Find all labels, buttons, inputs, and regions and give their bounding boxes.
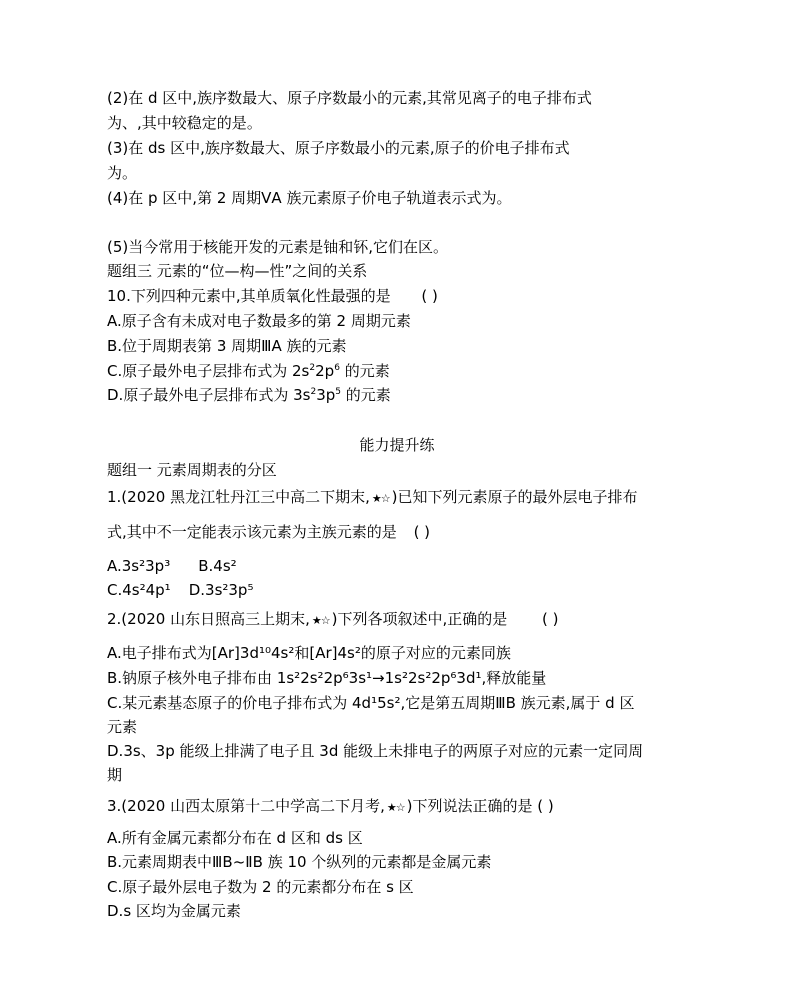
p2-option-c-line2: 元素 <box>107 718 138 736</box>
group3-title: 题组三 元素的“位—构—性”之间的关系 <box>107 262 368 280</box>
p1-options-cd: C.4s²4p¹ D.3s²3p⁵ <box>107 581 254 599</box>
q5-line: (5)当今常用于核能开发的元素是铀和钚,它们在区。 <box>107 238 449 256</box>
q2-line2: 为、,其中较稳定的是。 <box>107 114 262 132</box>
group1-title: 题组一 元素周期表的分区 <box>107 461 277 479</box>
p2-option-c-line1: C.某元素基态原子的价电子排布式为 4d¹5s²,它是第五周期ⅢB 族元素,属于 d 区 <box>107 694 635 712</box>
q4-line: (4)在 p 区中,第 2 周期ⅤA 族元素原子价电子轨道表示式为。 <box>107 189 512 207</box>
q10-stem: 10.下列四种元素中,其单质氧化性最强的是 ( ) <box>107 287 438 305</box>
answer-paren[interactable]: ( ) <box>542 610 559 628</box>
p3-option-b: B.元素周期表中ⅢB~ⅡB 族 10 个纵列的元素都是金属元素 <box>107 853 492 871</box>
q10-option-d: D.原子最外电子层排布式为 $3s^23p^5$ 的元素 <box>107 386 391 404</box>
q3-line2: 为。 <box>107 164 138 182</box>
q10-option-b: B.位于周期表第 3 周期ⅢA 族的元素 <box>107 337 347 355</box>
q2-line1: (2)在 d 区中,族序数最大、原子序数最小的元素,其常见离子的电子排布式 <box>107 89 592 107</box>
p2-stem: 2.(2020 山东日照高三上期末, ★☆ )下列各项叙述中,正确的是 ( ) <box>107 610 559 628</box>
difficulty-star-icon: ★☆ <box>311 614 330 627</box>
p3-option-a: A.所有金属元素都分布在 d 区和 ds 区 <box>107 829 363 847</box>
p1-stem-line1: 1.(2020 黑龙江牡丹江三中高二下期末, ★☆ )已知下列元素原子的最外层电子排布 <box>107 488 638 506</box>
p3-option-d: D.s 区均为金属元素 <box>107 902 241 920</box>
difficulty-star-icon: ★☆ <box>371 492 390 505</box>
p2-option-d-line1: D.3s、3p 能级上排满了电子且 3d 能级上未排电子的两原子对应的元素一定同周 <box>107 742 644 760</box>
p2-option-a: A.电子排布式为[Ar]3d¹⁰4s²和[Ar]4s²的原子对应的元素同族 <box>107 644 511 662</box>
p2-option-b: B.钠原子核外电子排布由 1s²2s²2p⁶3s¹→1s²2s²2p⁶3d¹,释放能量 <box>107 669 547 687</box>
answer-paren[interactable]: ( ) <box>421 287 438 305</box>
answer-paren[interactable]: ( ) <box>537 797 554 815</box>
p3-option-c: C.原子最外层电子数为 2 的元素都分布在 s 区 <box>107 878 414 896</box>
p1-stem-line2: 式,其中不一定能表示该元素为主族元素的是 ( ) <box>107 523 431 541</box>
difficulty-star-icon: ★☆ <box>386 801 405 814</box>
section-title: 能力提升练 <box>359 436 435 454</box>
p1-options-ab: A.3s²3p³ B.4s² <box>107 557 237 575</box>
q3-line1: (3)在 ds 区中,族序数最大、原子序数最小的元素,原子的价电子排布式 <box>107 139 570 157</box>
p2-option-d-line2: 期 <box>107 766 123 784</box>
q10-option-c: C.原子最外电子层排布式为 $2s^22p^6$ 的元素 <box>107 362 390 380</box>
answer-paren[interactable]: ( ) <box>413 523 431 541</box>
p3-stem: 3.(2020 山西太原第十二中学高二下月考, ★☆ )下列说法正确的是 ( ) <box>107 797 554 815</box>
q10-option-a: A.原子含有未成对电子数最多的第 2 周期元素 <box>107 312 411 330</box>
